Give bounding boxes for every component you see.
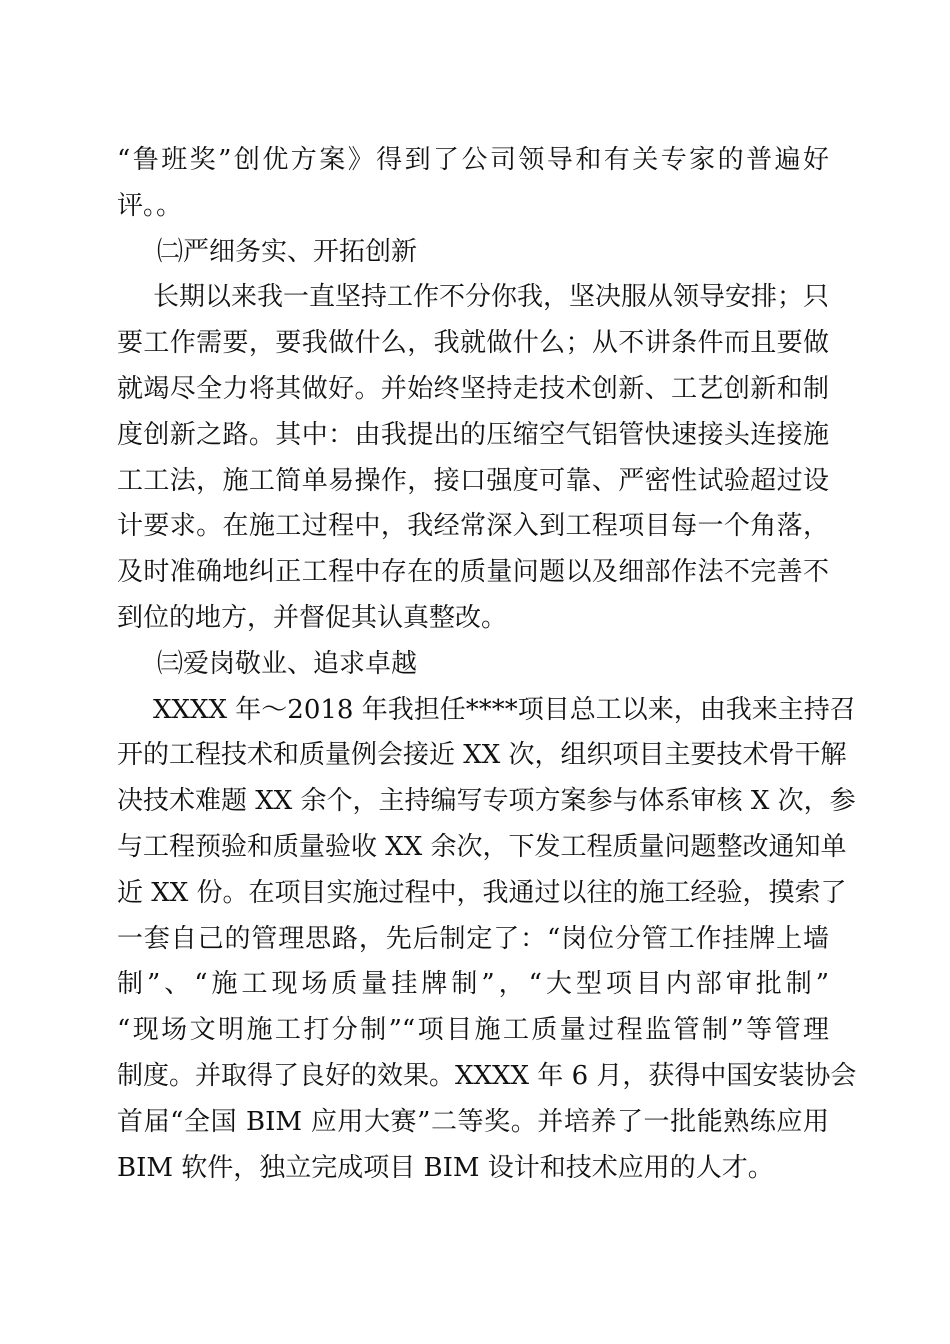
section-heading-3: ㈢爱岗敬业、追求卓越 [157, 648, 418, 679]
text-line: 要工作需要，要我做什么，我就做什么；从不讲条件而且要做 [117, 328, 829, 359]
document-page [117, 138, 857, 1191]
text-line: 开的工程技术和质量例会接近 XX 次，组织项目主要技术骨干解 [117, 740, 847, 771]
text-line: 及时准确地纠正工程中存在的质量问题以及细部作法不完善不 [117, 557, 829, 588]
text-line: 长期以来我一直坚持工作不分你我，坚决服从领导安排；只 [153, 282, 830, 313]
text-line: 评。。 [117, 190, 183, 221]
text-line: 制”、“施工现场质量挂牌制”，“大型项目内部审批制” [117, 969, 829, 1000]
text-line: 就竭尽全力将其做好。并始终坚持走技术创新、工艺创新和制 [117, 373, 829, 404]
text-line: 到位的地方，并督促其认真整改。 [117, 602, 508, 633]
paragraph-innovation [117, 275, 829, 641]
paragraph-award-plan [117, 138, 829, 230]
text-line: 与工程预验和质量验收 XX 余次，下发工程质量问题整改通知单 [117, 831, 847, 862]
text-line: 制度。并取得了良好的效果。XXXX 年 6 月，获得中国安装协会 [117, 1060, 857, 1091]
text-line: 近 XX 份。在项目实施过程中，我通过以往的施工经验，摸索了 [117, 877, 847, 908]
text-line: 工工法，施工简单易操作，接口强度可靠、严密性试验超过设 [117, 465, 829, 496]
text-line: 决技术难题 XX 余个，主持编写专项方案参与体系审核 X 次，参 [117, 786, 856, 817]
text-line: XXXX 年～2018 年我担任****项目总工以来，由我来主持召 [153, 694, 856, 725]
text-line: “现场文明施工打分制”“项目施工质量过程监管制”等管理 [117, 1015, 829, 1046]
paragraph-dedication [117, 688, 857, 1192]
text-line: BIM 软件，独立完成项目 BIM 设计和技术应用的人才。 [117, 1152, 774, 1183]
text-line: 一套自己的管理思路，先后制定了：“岗位分管工作挂牌上墙 [117, 923, 829, 954]
text-line: 计要求。在施工过程中，我经常深入到工程项目每一个角落， [117, 511, 829, 542]
section-heading-2: ㈡严细务实、开拓创新 [157, 236, 418, 267]
text-line: 度创新之路。其中：由我提出的压缩空气铝管快速接头连接施 [117, 419, 829, 450]
text-line: “鲁班奖”创优方案》得到了公司领导和有关专家的普遍好 [117, 145, 829, 175]
text-line: 首届“全国 BIM 应用大赛”二等奖。并培养了一批能熟练应用 [117, 1106, 829, 1137]
